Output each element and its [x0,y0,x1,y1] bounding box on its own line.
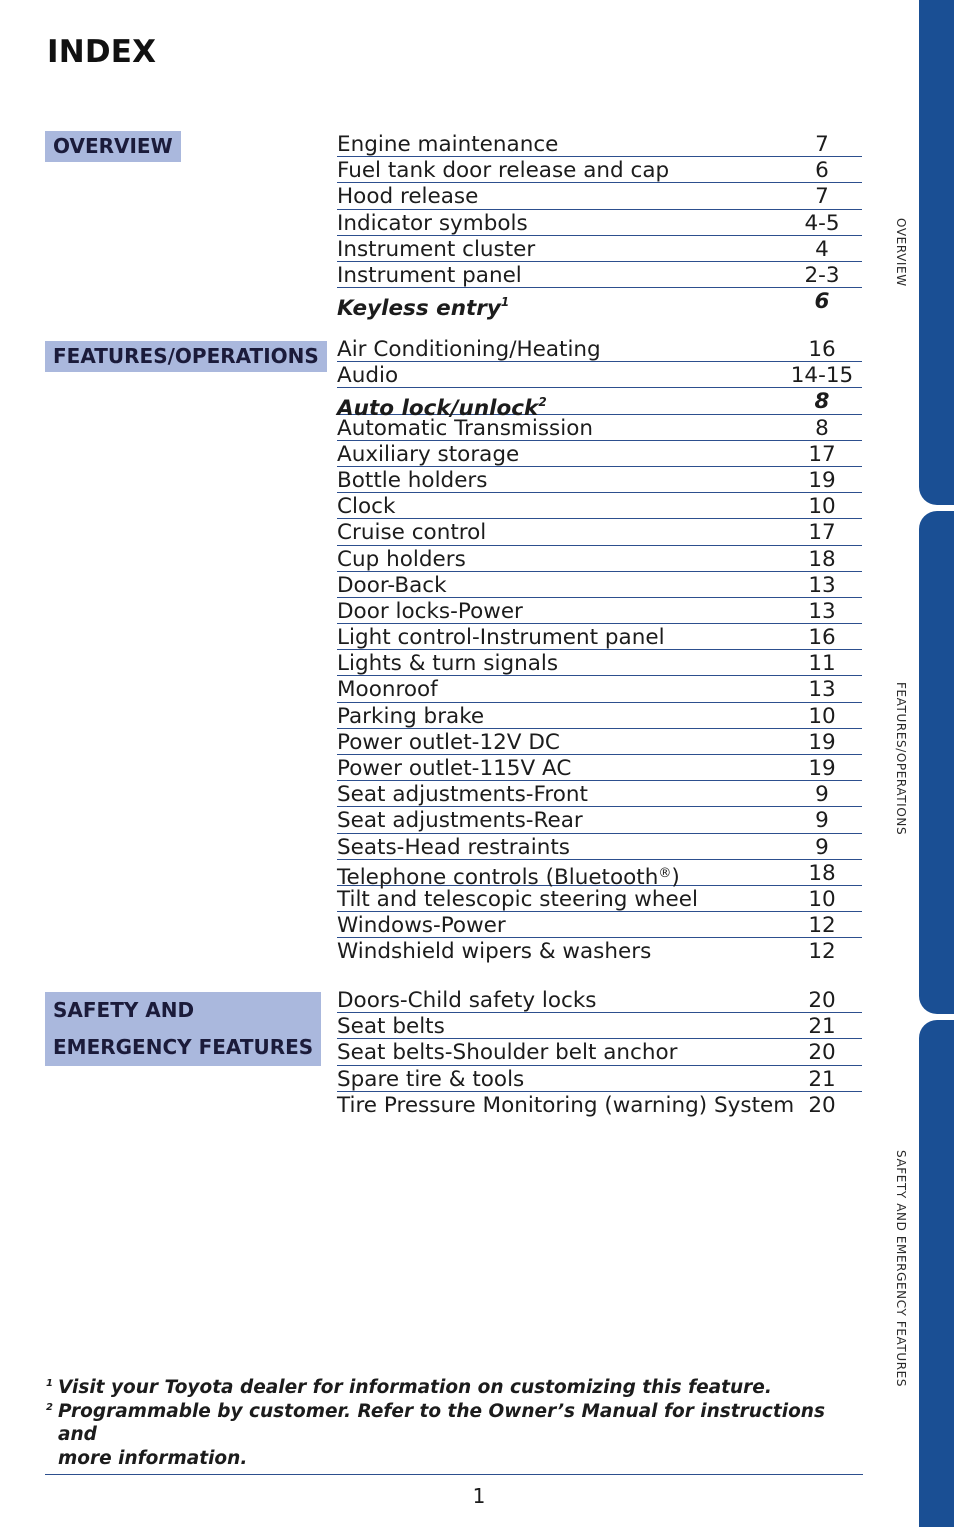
index-entry-text: Seat adjustments-Front [337,782,588,808]
section-label-features [45,341,327,372]
index-entry-page: 20 [808,1092,836,1118]
index-entry-page: 17 [808,441,836,467]
index-entry-text: Tire Pressure Monitoring (warning) System [337,1092,795,1118]
index-entry [337,415,862,441]
index-entry-text: Cruise control [337,520,487,546]
index-entry [337,1092,862,1118]
index-entry [337,441,862,467]
index-entry-page: 17 [808,520,836,546]
footnote-marker: 1 [500,295,510,310]
index-entry [337,362,862,388]
index-entry-page: 10 [808,703,836,729]
index-entry [337,1013,862,1039]
index-entry-page: 19 [808,467,836,493]
index-entry-text: Parking brake [337,703,485,729]
index-entry [337,755,862,781]
index-entry-page: 8 [814,389,830,415]
index-entry-page: 21 [808,1014,836,1040]
side-tab-safety[interactable] [919,1020,954,1527]
index-entry-text: Telephone controls (Bluetooth [337,864,659,890]
index-entry [337,987,862,1013]
index-entry-page: 20 [808,988,836,1013]
index-entry-label [337,184,478,210]
index-entry-text: Air Conditioning/Heating [337,337,601,362]
side-tab-label-safety: SAFETY AND EMERGENCY FEATURES [894,1150,908,1388]
footnote-marker: 2 [538,395,547,410]
index-entry-text: Auto lock/unlock [337,396,539,422]
index-entry [337,650,862,676]
index-entry-label [337,756,571,782]
index-entry-page: 7 [815,184,829,210]
index-entry-label [337,263,522,289]
index-entry-label [337,808,583,834]
index-entry-label [337,132,558,158]
footnotes [45,1376,863,1475]
footnote-number: 2 [46,1401,53,1413]
index-entry-page: 16 [808,625,836,651]
section-label-text: EMERGENCY FEATURES [53,1035,314,1059]
index-entry [337,157,862,183]
index-entry-label [337,913,506,939]
index-entry-page: 21 [808,1066,836,1092]
index-entry-page: 4 [815,236,829,262]
index-entry-text: Seat belts-Shoulder belt anchor [337,1040,678,1066]
index-entry-label [337,1067,524,1093]
index-entry [337,912,862,938]
index-entry-label [337,363,398,389]
index-entry-text: Auxiliary storage [337,441,520,467]
index-entry [337,1066,862,1092]
section-label-overview [45,131,181,162]
index-entry-label [337,887,698,913]
section-label-text: OVERVIEW [53,134,173,158]
index-entry-page: 9 [815,834,829,860]
footnote-text: Programmable by customer. Refer to the Owner’s Manual for instructions and [58,1400,825,1445]
index-entry [337,1039,862,1065]
index-entry-text: Seat belts [337,1014,445,1040]
footnote-text: more information. [58,1447,248,1469]
index-entry-text: Light control-Instrument panel [337,625,665,651]
index-entry-label [337,677,438,703]
index-entry [337,781,862,807]
index-entry-text: Tilt and telescopic steering wheel [337,886,698,912]
index-entry-text: Windshield wipers & washers [337,939,652,965]
index-entry [337,288,862,322]
index-entry-page: 10 [808,494,836,520]
index-entry-label [337,988,597,1014]
index-entry-page: 8 [815,415,829,441]
index-entry-label [337,1014,445,1040]
index-list-overview [337,131,862,322]
index-entry-text: Spare tire & tools [337,1066,525,1092]
index-entry-text: Door-Back [337,572,447,598]
index-entry-label [337,625,665,651]
index-entry-label [337,704,484,730]
side-tab-label-overview: OVERVIEW [894,218,908,287]
page-number: 1 [472,1484,486,1508]
index-entry-label [337,468,487,494]
index-entry-label [337,494,395,520]
index-entry [337,388,862,422]
index-entry-page: 12 [808,939,836,965]
index-entry-text: Automatic Transmission [337,415,593,441]
index-entry-page: 10 [808,886,836,912]
index-entry-text: Audio [337,363,399,389]
index-entry-page: 13 [808,572,836,598]
index-entry [337,262,862,288]
index-entry-page: 13 [808,598,836,624]
index-entry-page: 13 [808,677,836,703]
index-entry-label [337,835,570,861]
index-entry-label [337,289,509,322]
index-entry [337,519,862,545]
index-entry-label [337,520,486,546]
section-label-text: FEATURES/OPERATIONS [53,344,319,368]
index-entry-text: Door locks-Power [337,598,523,624]
index-entry-label [337,939,651,965]
side-tab-label-features: FEATURES/OPERATIONS [894,682,908,836]
index-entry-page: 20 [808,1040,836,1066]
index-entry-label [337,416,593,442]
index-entry-page: 9 [815,808,829,834]
index-entry-text: Power outlet-12V DC [337,729,560,755]
index-entry-page: 11 [808,651,836,677]
index-list-features [337,336,862,965]
index-entry-label [337,158,669,184]
index-entry [337,572,862,598]
index-entry [337,467,862,493]
index-entry [337,336,862,362]
index-entry-text: Fuel tank door release and cap [337,158,670,184]
footnote-text: Visit your Toyota dealer for information on customizing this feature. [58,1377,772,1398]
index-entry-text: Keyless entry [337,296,501,322]
index-entry-text-suffix: ) [671,864,680,890]
index-entry-label [337,1040,677,1066]
index-entry [337,676,862,702]
index-entry-label [337,599,523,625]
index-entry [337,624,862,650]
index-entry-page: 16 [808,337,836,362]
footnote-2-continued [45,1447,863,1471]
index-entry-text: Hood release [337,184,479,210]
index-entry-label [337,1093,794,1119]
index-entry-text: Bottle holders [337,467,488,493]
index-entry-text: Windows-Power [337,913,506,939]
index-entry [337,131,862,157]
index-entry-text: Power outlet-115V AC [337,756,572,781]
index-entry [337,807,862,833]
index-entry-label [337,442,519,468]
index-entry-text: Instrument panel [337,262,522,288]
index-entry-text: Indicator symbols [337,210,528,236]
index-entry-page: 12 [808,913,836,939]
index-entry-label [337,730,560,756]
index-entry-page: 9 [815,782,829,808]
index-entry-label [337,573,447,599]
index-entry-label [337,211,528,237]
index-entry-text: Cup holders [337,546,466,572]
index-entry [337,860,862,890]
footnote-number: 1 [46,1378,53,1389]
registered-mark: ® [658,865,672,881]
index-entry-label [337,782,588,808]
index-entry [337,598,862,624]
section-label-safety [45,992,321,1066]
index-entry-page: 14-15 [790,363,854,389]
index-entry-label [337,337,601,363]
index-entry-label [337,547,466,573]
index-entry-text: Seat adjustments-Rear [337,808,583,834]
index-entry [337,236,862,262]
index-entry [337,210,862,236]
index-entry-label [337,651,558,677]
index-entry [337,703,862,729]
index-list-safety [337,987,862,1118]
index-entry [337,938,862,964]
index-entry-text: Lights & turn signals [337,651,559,677]
index-entry [337,834,862,860]
index-entry-page: 7 [815,132,829,157]
side-tab-overview[interactable] [919,0,954,505]
index-entry [337,546,862,572]
index-entry [337,493,862,519]
index-entry-page: 4-5 [804,210,840,236]
index-entry-page: 2-3 [804,262,840,288]
index-entry [337,729,862,755]
footnote-1 [45,1376,863,1400]
page-title: INDEX [47,34,157,70]
index-entry-text: Moonroof [337,677,438,703]
index-entry-page: 18 [808,860,836,886]
index-entry-page: 18 [808,546,836,572]
index-entry-page: 19 [808,756,836,781]
index-entry-text: Instrument cluster [337,236,536,262]
index-entry-page: 19 [808,729,836,755]
index-entry-page: 6 [815,158,829,184]
index-entry-text: Engine maintenance [337,132,559,157]
index-entry [337,886,862,912]
index-entry-page: 6 [814,289,830,315]
index-entry-text: Doors-Child safety locks [337,988,597,1013]
section-label-text: SAFETY AND [53,998,195,1022]
side-tab-features[interactable] [919,511,954,1014]
footnote-2 [45,1400,863,1447]
index-entry-text: Clock [337,494,396,520]
index-entry [337,183,862,209]
index-entry-label [337,237,535,263]
index-entry-text: Seats-Head restraints [337,834,570,860]
